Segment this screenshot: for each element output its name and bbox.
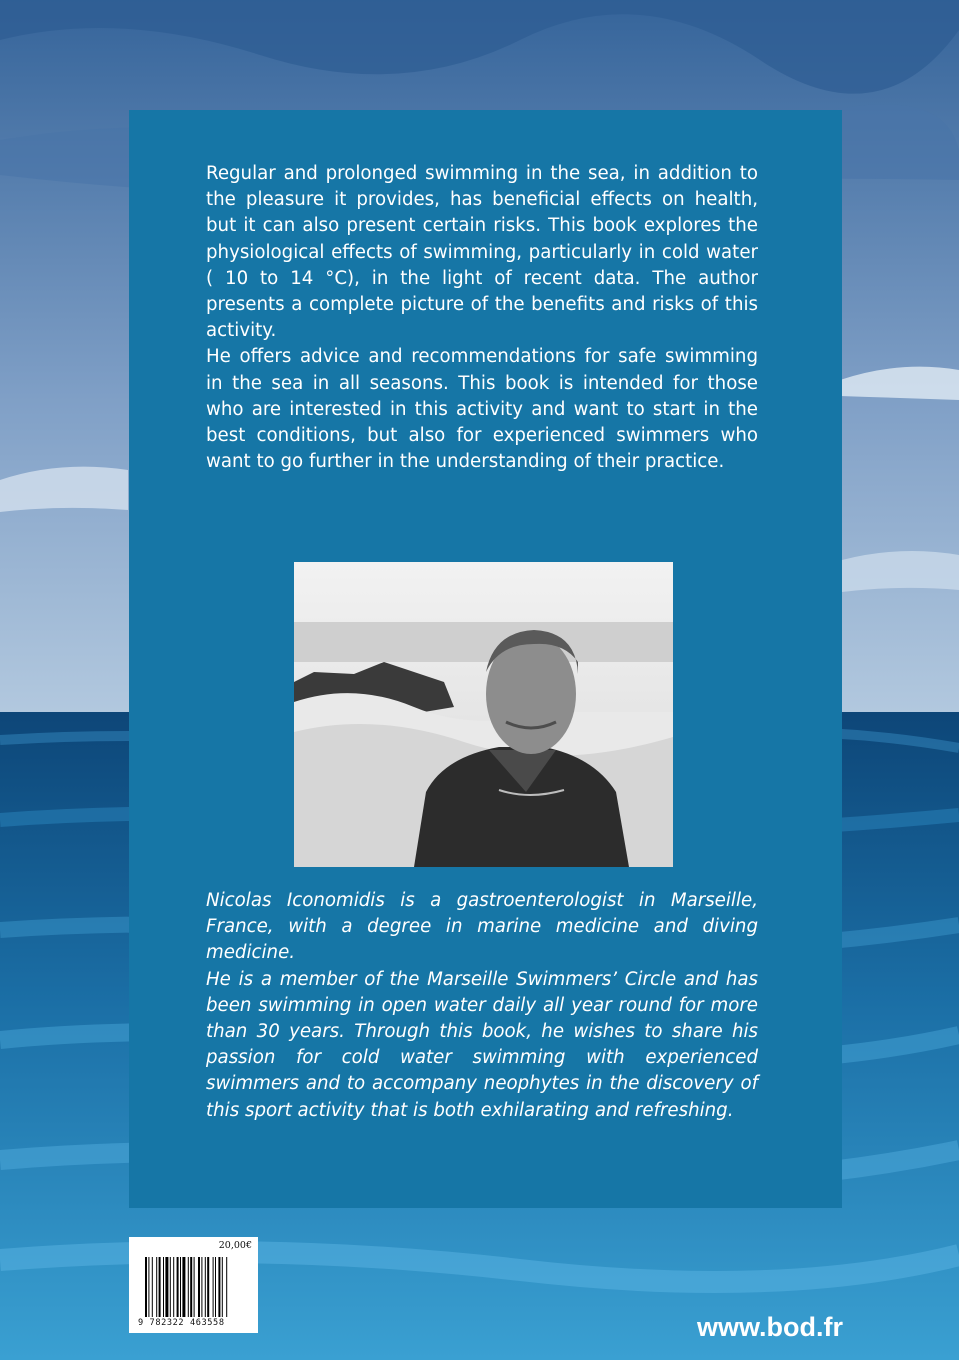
blurb-paragraph-2: He offers advice and recommendations for safe swimming in the sea in all seasons. This book is intended for those who are interested in this activity and want to start in the best conditions, but also for experienced swimmers who want to go further in the understanding of their practice. (206, 346, 758, 473)
ean-barcode (145, 1257, 253, 1317)
back-cover-text-panel (129, 110, 842, 1208)
author-bio (206, 888, 758, 1124)
blurb-paragraph-1: Regular and prolonged swimming in the sea, in addition to the pleasure it provides, has beneficial effects on health, but it can also present certain risks. This book explores the physiological effects of swimming, particularly in cold water ( 10 to 14 °C), in the light of recent data. The author presents a complete picture of the benefits and risks of this activity. (206, 163, 758, 342)
publisher-url: www.bod.fr (697, 1312, 843, 1342)
isbn-number: 9 782322 463558 (138, 1318, 225, 1328)
barcode-label (129, 1237, 258, 1333)
bio-paragraph-2: He is a member of the Marseille Swimmers’ Circle and has been swimming in open water daily all year round for more than 30 years. Through this book, he wishes to share his passion for cold water swimming with experienced swimmers and to accompany neophytes in the discovery of this sport activity that is both exhilarating and refreshing. (206, 968, 758, 1121)
bio-paragraph-1: Nicolas Iconomidis is a gastroenterologist in Marseille, France, with a degree in marine medicine and diving medicine. (206, 890, 758, 964)
price-label: 20,00€ (218, 1240, 252, 1251)
book-blurb (206, 161, 758, 475)
author-portrait-photo (294, 562, 673, 867)
